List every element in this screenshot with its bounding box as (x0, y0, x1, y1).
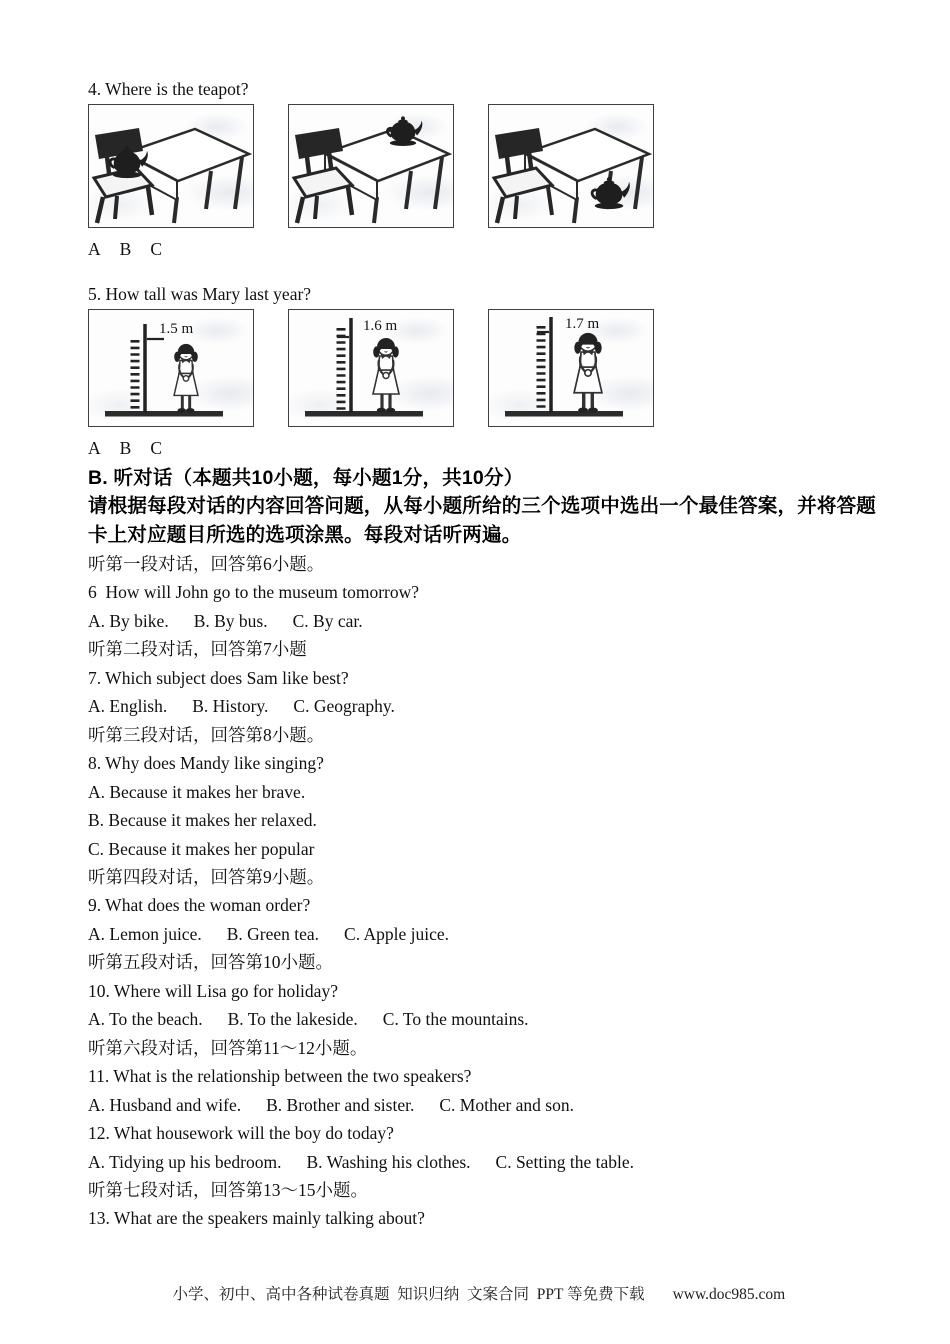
q9-option-c: C. Apple juice. (344, 923, 450, 944)
height-scene-a (89, 310, 253, 426)
q5-option-image-b (288, 309, 454, 427)
question-13: 13. What are the speakers mainly talking about? (88, 1208, 425, 1229)
exam-page-content (88, 78, 894, 1233)
height-label: 1.5 m (159, 321, 194, 337)
q5-answer-letters (88, 438, 894, 458)
question-10-options (88, 1005, 894, 1033)
teapot-scene-b (289, 105, 453, 227)
cue-dialog-7: 听第七段对话，回答第13～15小题。 (88, 1179, 368, 1200)
question-5-images (88, 309, 894, 427)
teapot-scene-a (89, 105, 253, 227)
section-b-heading: B. 听对话（本题共10小题，每小题1分，共10分） (88, 467, 524, 489)
question-6: 6 How will John go to the museum tomorrow? (88, 582, 420, 603)
question-7: 7. Which subject does Sam like best? (88, 667, 349, 688)
q4-letter-a: A (88, 239, 101, 259)
q4-answer-letters (88, 239, 894, 259)
question-4-images (88, 104, 894, 228)
q7-option-b: B. History. (192, 696, 269, 717)
q4-letter-c: C (150, 239, 163, 259)
girl-figure (174, 344, 198, 412)
q11-option-b: B. Brother and sister. (266, 1094, 415, 1115)
q8-option-c: C. Because it makes her popular (88, 838, 315, 859)
section-b (88, 465, 894, 1233)
q6-option-b: B. By bus. (193, 610, 268, 631)
footer-site-link[interactable]: www.doc985.com (672, 1286, 786, 1303)
cue-dialog-3: 听第三段对话，回答第8小题。 (88, 724, 325, 745)
q11-option-a: A. Husband and wife. (88, 1094, 242, 1115)
cue-dialog-4: 听第四段对话，回答第9小题。 (88, 866, 325, 887)
question-12-options (88, 1148, 894, 1176)
q12-option-a: A. Tidying up his bedroom. (88, 1151, 282, 1172)
q10-option-c: C. To the mountains. (382, 1009, 529, 1030)
q7-option-c: C. Geography. (293, 696, 395, 717)
girl-figure (373, 338, 399, 412)
question-5-title: 5. How tall was Mary last year? (88, 284, 312, 304)
q5-letter-a: A (88, 438, 101, 458)
girl-figure (574, 333, 602, 413)
question-7-options (88, 692, 894, 720)
q6-option-c: C. By car. (292, 610, 363, 631)
height-label: 1.7 m (565, 316, 600, 332)
chair-icon (294, 128, 352, 223)
q10-option-a: A. To the beach. (88, 1009, 203, 1030)
chair-icon (494, 128, 552, 223)
q9-option-b: B. Green tea. (226, 923, 320, 944)
q8-option-a: A. Because it makes her brave. (88, 781, 306, 802)
q4-option-image-c (488, 104, 654, 228)
q8-option-b: B. Because it makes her relaxed. (88, 810, 317, 831)
height-scene-c (489, 310, 653, 426)
page-footer (0, 1264, 950, 1304)
question-9-options (88, 920, 894, 948)
cue-dialog-6: 听第六段对话，回答第11～12小题。 (88, 1037, 368, 1058)
q4-letter-b: B (119, 239, 132, 259)
question-8: 8. Why does Mandy like singing? (88, 753, 324, 774)
question-10: 10. Where will Lisa go for holiday? (88, 980, 338, 1001)
q6-option-a: A. By bike. (88, 610, 169, 631)
height-label: 1.6 m (363, 318, 398, 334)
ruler-icon (105, 324, 223, 417)
q12-option-c: C. Setting the table. (495, 1151, 635, 1172)
cue-dialog-5: 听第五段对话，回答第10小题。 (88, 952, 333, 973)
teapot-icon (592, 177, 630, 209)
question-4-title: 4. Where is the teapot? (88, 79, 249, 99)
cue-dialog-2: 听第二段对话，回答第7小题 (88, 639, 307, 660)
q11-option-c: C. Mother and son. (439, 1094, 574, 1115)
q5-letter-c: C (150, 438, 163, 458)
q7-option-a: A. English. (88, 696, 168, 717)
teapot-scene-c (489, 105, 653, 227)
q10-option-b: B. To the lakeside. (227, 1009, 358, 1030)
question-6-options (88, 607, 894, 635)
q4-option-image-a (88, 104, 254, 228)
section-b-instructions-line2: 卡上对应题目所选的选项涂黑。每段对话听两遍。 (88, 524, 522, 546)
q4-option-image-b (288, 104, 454, 228)
question-12: 12. What housework will the boy do today? (88, 1123, 394, 1144)
question-11-options (88, 1091, 894, 1119)
q9-option-a: A. Lemon juice. (88, 923, 202, 944)
footer-text: 小学、初中、高中各种试卷真题 知识归纳 文案合同 PPT 等免费下载 (172, 1286, 645, 1303)
height-scene-b (289, 310, 453, 426)
cue-dialog-1: 听第一段对话，回答第6小题。 (88, 554, 325, 574)
q12-option-b: B. Washing his clothes. (306, 1151, 471, 1172)
ruler-icon (505, 317, 623, 417)
question-9: 9. What does the woman order? (88, 895, 311, 916)
q5-option-image-c (488, 309, 654, 427)
q5-option-image-a (88, 309, 254, 427)
section-b-instructions-line1: 请根据每段对话的内容回答问题，从每小题所给的三个选项中选出一个最佳答案，并将答题 (88, 495, 877, 517)
q5-letter-b: B (119, 438, 132, 458)
question-11: 11. What is the relationship between the two speakers? (88, 1066, 472, 1087)
